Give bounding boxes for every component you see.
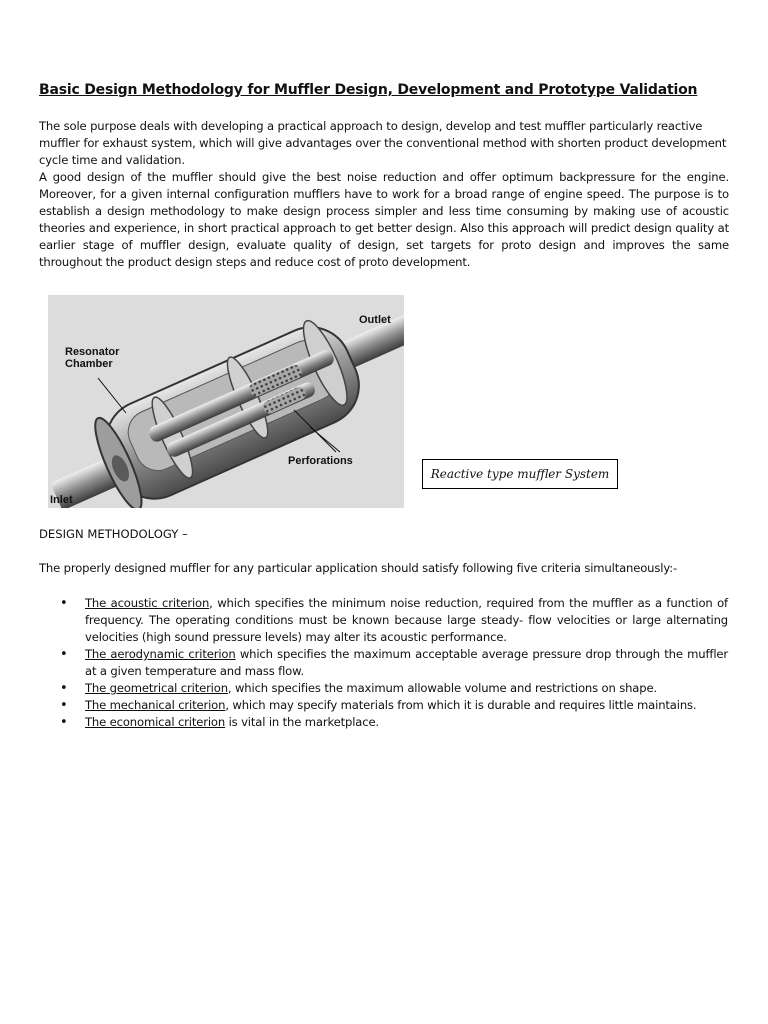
muffler-figure (48, 295, 404, 508)
design-methodology-heading: DESIGN METHODOLOGY – (39, 527, 188, 541)
criterion-text: which specifies the maximum acceptable average pressure drop through the muffler at a given temperature and mass flow. (85, 647, 728, 678)
criterion-name: The mechanical criterion (85, 698, 226, 712)
criteria-intro: The properly designed muffler for any particular application should satisfy following five criteria simultaneously:- (39, 561, 677, 575)
document-title: Basic Design Methodology for Muffler Design, Development and Prototype Validation (39, 82, 698, 98)
criterion-name: The geometrical criterion (85, 681, 228, 695)
paragraph-good-design: A good design of the muffler should give the best noise reduction and offer optimum backpressure for the engine. Moreover, for a given internal configuration mufflers have to work for a broad range of engine speed. The purpose is to establish a design methodology to make design process simpler and less time consuming by making use of acoustic theories and experience, in short practical approach to get better design. Also this approach will predict design quality at earlier stage of muffler design, evaluate quality of design, set targets for proto design and improves the same throughout the product design steps and reduce cost of proto development. (39, 170, 729, 269)
label-inlet: Inlet (50, 494, 73, 506)
label-resonator: Resonator (65, 346, 120, 358)
list-item (60, 697, 728, 714)
list-item (60, 680, 728, 697)
list-item (60, 595, 728, 646)
figure-caption: Reactive type muffler System (422, 459, 618, 489)
criterion-name: The acoustic criterion (85, 596, 210, 610)
list-item (60, 714, 728, 731)
criterion-name: The economical criterion (85, 715, 226, 729)
label-perforations: Perforations (288, 455, 353, 467)
criterion-text: , which specifies the minimum noise reduction, required from the muffler as a function of frequency. The operating conditions must be known because large steady- flow velocities or large alternating velocities (high sound pressure levels) may alter its acoustic performance. (85, 596, 728, 644)
criterion-text: , which specifies the maximum allowable volume and restrictions on shape. (227, 681, 657, 695)
criterion-text: , which may specify materials from which it is durable and requires little maintains. (225, 698, 697, 712)
list-item (60, 646, 728, 680)
criterion-text: is vital in the marketplace. (225, 715, 379, 729)
muffler-illustration (48, 295, 404, 508)
criterion-name: The aerodynamic criterion (85, 647, 236, 661)
paragraph-purpose: The sole purpose deals with developing a practical approach to design, develop and test muffler particularly reactive muffler for exhaust system, which will give advantages over the conventional method with shorten product development cycle time and validation. (39, 119, 727, 167)
label-outlet: Outlet (359, 314, 391, 326)
criteria-list (60, 595, 728, 731)
label-chamber: Chamber (65, 358, 113, 370)
